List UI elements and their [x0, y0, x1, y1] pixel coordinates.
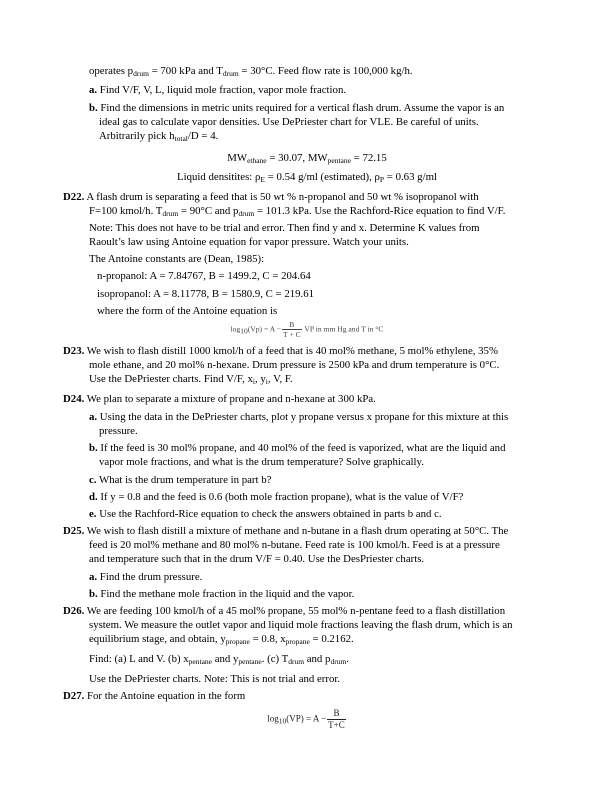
list-item: a. Using the data in the DePriester charts, plot y propane versus x propane for this mixture at this: [89, 411, 509, 423]
antoine-equation: $\log_{10}(Vp) = A$ − $\frac{B}{T + C}$ VP in mm Hg and T in °C: [230, 320, 384, 339]
text-line: mole ethane, and 20 mol% n-hexane. Drum pressure is 2500 kPa and drum temperature is 0°C.: [89, 359, 500, 371]
text-line: Find: (a) L and V. (b) $x_{pentane}$ and $y_{pentane}$. (c) $T_{drum}$ and $p_{drum}$.: [89, 653, 349, 666]
text-line: F=100 kmol/h. $T_{drum} = 90^\circ C$ and $p_{drum} = 101.3$ kPa. Use the Rachford-Rice equation to find V/F.: [89, 205, 506, 218]
fraction: $\frac{B}{T+C}$: [328, 708, 345, 730]
list-item: c. What is the drum temperature in part b?: [89, 474, 272, 486]
list-item: e. Use the Rachford-Rice equation to check the answers obtained in parts b and c.: [89, 508, 442, 520]
text-line: system. We measure the outlet vapor and liquid mole fractions leaving the flash drum, which is an: [89, 619, 513, 631]
text-line: feed is 20 mol% methane and 80 mol% n-butane. Feed rate is 100 kmol/h. Feed is at a pressure: [89, 539, 500, 551]
centered-line: Liquid densitites: $\rho_E = 0.54$ g/ml (estimated), $\rho_P = 0.63$ g/ml: [177, 171, 437, 184]
fraction: $\frac{B}{T + C}$: [282, 320, 301, 339]
problem-heading: D25. We wish to flash distill a mixture of methane and n-butane in a flash drum operating at 50°C. The: [63, 525, 509, 537]
text-line: ideal gas to calculate vapor densities. Use DePriester chart for VLE. Be careful of units.: [99, 116, 479, 128]
centered-line: $MW_{ethane} = 30.07$, $MW_{pentane} = 72.15$: [227, 152, 387, 165]
text-line: isopropanol: A = 8.11778, B = 1580.9, C = 219.61: [97, 288, 315, 300]
list-item: b. Find the dimensions in metric units required for a vertical flash drum. Assume the vapor is an: [89, 102, 505, 114]
text-line: where the form of the Antoine equation is: [97, 305, 278, 317]
text-line: and temperature such that in the drum V/F = 0.40. Use the DesPriester charts.: [89, 553, 425, 565]
text-line: The Antoine constants are (Dean, 1985):: [89, 253, 265, 265]
text-line: Raoult’s law using Antoine equation for vapor pressure. Watch your units.: [89, 236, 409, 248]
text-line: Arbitrarily pick $h_{total}/D = 4$.: [99, 130, 219, 143]
problem-heading: D26. We are feeding 100 kmol/h of a 45 mol% propane, 55 mol% n-pentane feed to a flash distillation: [63, 605, 506, 617]
text-line: equilibrium stage, and obtain, $y_{propane} = 0.8$, $x_{propane} = 0.2162$.: [89, 633, 354, 646]
text-line: pressure.: [99, 425, 138, 437]
text-line: vapor mole fractions, and what is the drum temperature? Solve graphically.: [99, 456, 424, 468]
antoine-equation-form: $\log_{10}(VP) = A$ − $\frac{B}{T+C}$: [267, 708, 345, 730]
problem-heading: D23. We wish to flash distill 1000 kmol/h of a feed that is 40 mol% methane, 5 mol% ethylene, 35%: [63, 345, 498, 357]
list-item: b. If the feed is 30 mol% propane, and 40 mol% of the feed is vaporized, what are the liquid and: [89, 442, 506, 454]
problem-heading: D24. We plan to separate a mixture of propane and n-hexane at 300 kPa.: [63, 393, 376, 405]
text-line: Use the DePriester charts. Find V/F, $x_i$, $y_i$, V, F.: [89, 373, 293, 386]
problem-heading: D27. For the Antoine equation in the form: [63, 690, 246, 702]
list-item: a. Find the drum pressure.: [89, 571, 203, 583]
text-line: n-propanol: A = 7.84767, B = 1499.2, C = 204.64: [97, 270, 311, 282]
problem-heading: D22. A flash drum is separating a feed that is 50 wt % n-propanol and 50 wt % isopropanol with: [63, 191, 479, 203]
list-item: d. If y = 0.8 and the feed is 0.6 (both mole fraction propane), what is the value of V/F?: [89, 491, 464, 503]
list-item: b. Find the methane mole fraction in the liquid and the vapor.: [89, 588, 355, 600]
text-line: operates $p_{drum} = 700$ kPa and $T_{drum} = 30^\circ C$. Feed flow rate is 100,000 kg/h.: [89, 65, 413, 78]
list-item: a. Find V/F, V, L, liquid mole fraction, vapor mole fraction.: [89, 84, 347, 96]
text-line: Use the DePriester charts. Note: This is not trial and error.: [89, 673, 341, 685]
text-line: Note: This does not have to be trial and error. Then find y and x. Determine K values from: [89, 222, 480, 234]
